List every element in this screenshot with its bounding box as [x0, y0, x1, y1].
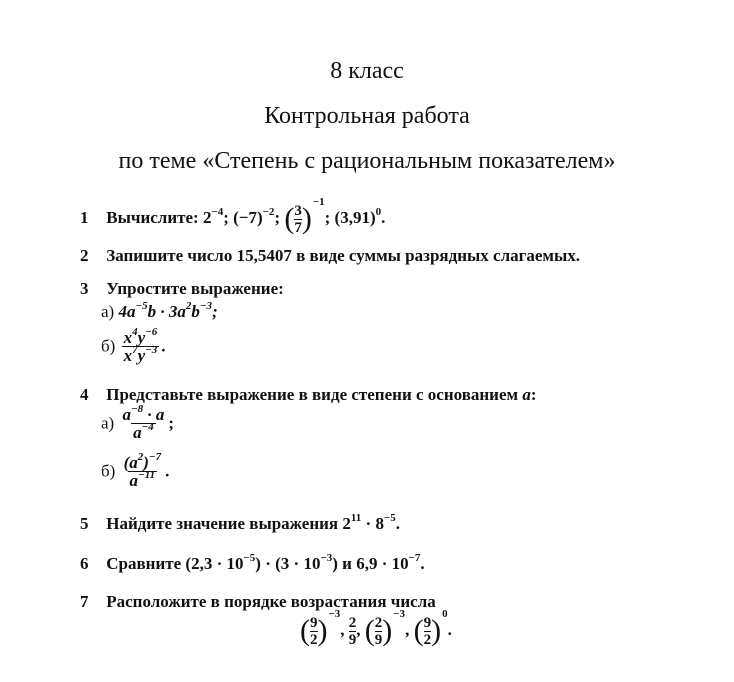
task-1: 1 Вычислите: $2^{-4}$; $(-7)^{-2}$; ( $\frac{3}{7}$ )$^{-1}$; $(3,91)^0$. [80, 196, 386, 236]
task-5-text: Найдите значение выражения [106, 514, 339, 533]
task-3-text: Упростите выражение: [106, 279, 284, 298]
task-6-expression: $(2,3 \cdot 10^{-5}) \cdot (3 \cdot 10^{-3})$ и $6,9 \cdot 10^{-7}$. [185, 552, 425, 573]
task-7-expression: ( $\frac{9}{2}$ )$^{-3}$, $\frac{2}{9}$ , ( $\frac{2}{9}$ )$^{-3}$, ( $\frac{9}{2}$ )$^0$. [300, 608, 452, 648]
task-4b: б) $\frac{(a^2)^{-7}}{a^{-11}}$ . [101, 451, 170, 490]
task-3: 3 Упростите выражение: [80, 279, 284, 298]
task-3b: б) $\frac{x^4y^{-6}}{x^7y^{-3}}$ . [101, 326, 166, 365]
task-2: 2 Запишите число 15,5407 в виде суммы разрядных слагаемых. [80, 246, 580, 265]
task-5: 5 Найдите значение выражения $2^{11} \cdot 8^{-5}$. [80, 512, 400, 533]
task-6-text: Сравните [106, 554, 182, 573]
task-7: 7 Расположите в порядке возрастания числа [80, 592, 436, 611]
task-1-text: Вычислите: [106, 208, 199, 227]
task-1-expression: $2^{-4}$; $(-7)^{-2}$; ( $\frac{3}{7}$ )$^{-1}$; $(3,91)^0$. [202, 196, 386, 236]
task-4-text: Представьте выражение в виде степени с основанием [106, 385, 519, 404]
task-4a: а) $\frac{a^{-8} \cdot a}{a^{-4}}$ ; [101, 403, 175, 442]
task-5-expression: $2^{11} \cdot 8^{-5}$. [342, 512, 400, 533]
task-4: 4 Представьте выражение в виде степени с основанием a: [80, 385, 537, 404]
task-3b-fraction: $\frac{x^4y^{-6}}{x^7y^{-3}}$ [123, 326, 158, 365]
task-2-text: Запишите число 15,5407 в виде суммы разрядных слагаемых. [106, 246, 580, 265]
task-4a-fraction: $\frac{a^{-8} \cdot a}{a^{-4}}$ [122, 403, 165, 442]
task-3a-expression: $4a^{-5}b \cdot 3a^2b^{-3}$; [118, 300, 218, 321]
task-7-text: Расположите в порядке возрастания числа [106, 592, 436, 611]
header-title: Контрольная работа [264, 103, 470, 129]
task-6: 6 Сравните $(2,3 \cdot 10^{-5}) \cdot (3 \cdot 10^{-3})$ и $6,9 \cdot 10^{-7}$. [80, 552, 425, 573]
task-3a: а) $4a^{-5}b \cdot 3a^2b^{-3}$; [101, 300, 218, 321]
task-4b-fraction: $\frac{(a^2)^{-7}}{a^{-11}}$ [123, 451, 162, 490]
header-topic: по теме «Степень с рациональным показателем» [118, 148, 616, 174]
header-grade: 8 класс [330, 58, 404, 84]
